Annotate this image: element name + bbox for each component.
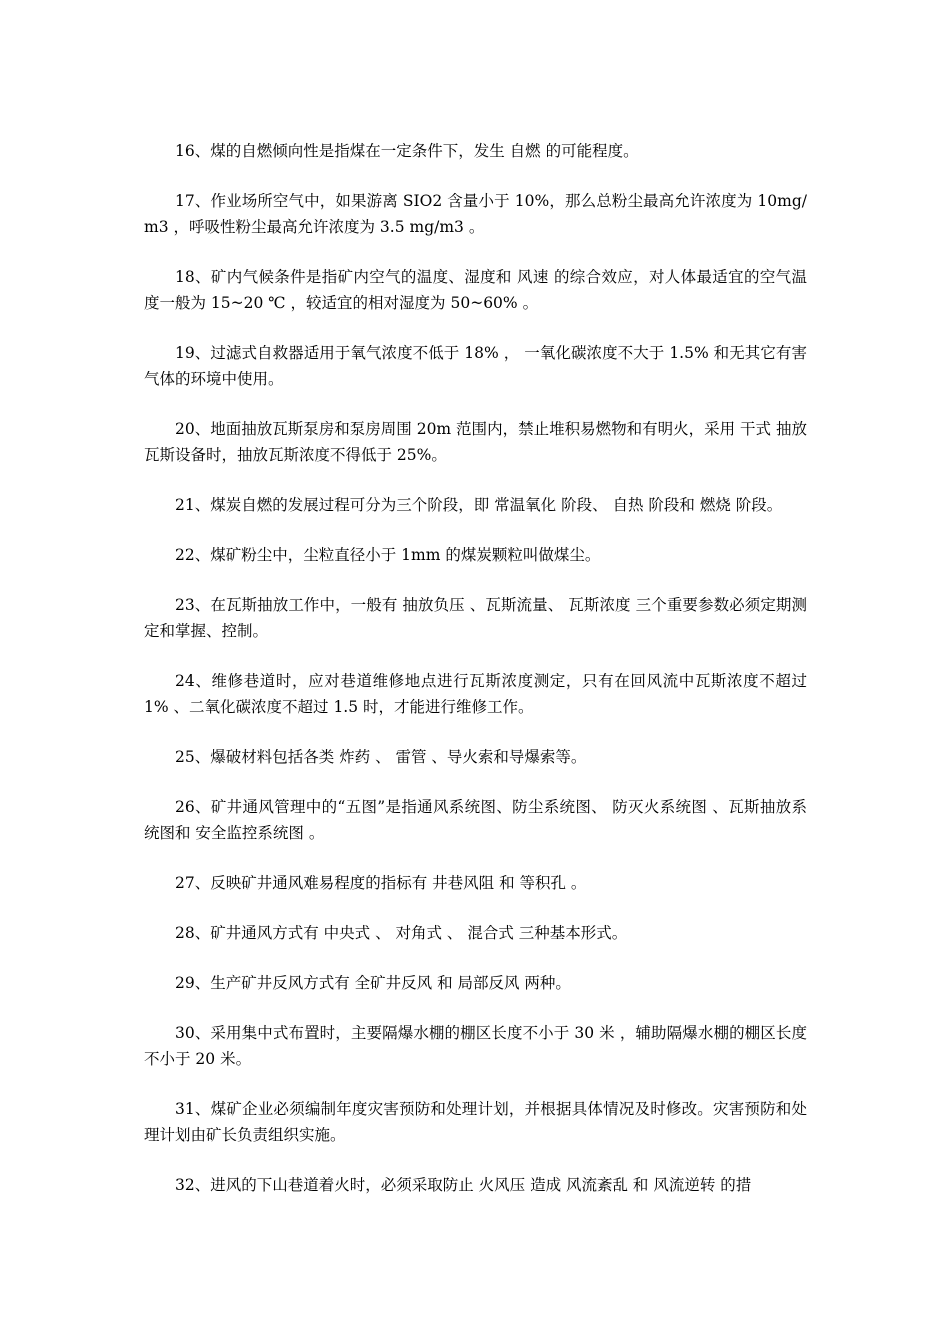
paragraph-32: 32、进风的下山巷道着火时，必须采取防止 火风压 造成 风流紊乱 和 风流逆转 的措 [175, 1176, 752, 1194]
paragraph-29: 29、生产矿井反风方式有 全矿井反风 和 局部反风 两种。 [175, 974, 571, 992]
paragraph-25: 25、爆破材料包括各类 炸药 、 雷管 、导火索和导爆索等。 [175, 748, 587, 766]
paragraph-23: 23、在瓦斯抽放工作中，一般有 抽放负压 、瓦斯流量、 瓦斯浓度 三个重要参数必须定期测定和掌握、控制。 [144, 596, 807, 640]
paragraph-21: 21、煤炭自燃的发展过程可分为三个阶段，即 常温氧化 阶段、 自热 阶段和 燃烧 阶段。 [175, 496, 783, 514]
paragraph-22: 22、煤矿粉尘中，尘粒直径小于 1mm 的煤炭颗粒叫做煤尘。 [175, 546, 601, 564]
paragraph-17: 17、作业场所空气中，如果游离 SIO2 含量小于 10%，那么总粉尘最高允许浓度为 10mg/m3 ，呼吸性粉尘最高允许浓度为 3.5 mg/m3 。 [144, 192, 807, 236]
paragraph-16: 16、煤的自燃倾向性是指煤在一定条件下，发生 自燃 的可能程度。 [175, 142, 639, 160]
paragraph-28: 28、矿井通风方式有 中央式 、 对角式 、 混合式 三种基本形式。 [175, 924, 628, 942]
paragraph-30: 30、采用集中式布置时，主要隔爆水棚的棚区长度不小于 30 米 ，辅助隔爆水棚的棚区长度不小于 20 米。 [144, 1024, 807, 1068]
document-body [144, 138, 807, 1222]
paragraph-20: 20、地面抽放瓦斯泵房和泵房周围 20m 范围内，禁止堆积易燃物和有明火，采用 干式 抽放瓦斯设备时，抽放瓦斯浓度不得低于 25%。 [144, 420, 807, 464]
paragraph-18: 18、矿内气候条件是指矿内空气的温度、湿度和 风速 的综合效应，对人体最适宜的空气温度一般为 15~20 ℃ ，较适宜的相对湿度为 50~60% 。 [144, 268, 807, 312]
paragraph-27: 27、反映矿井通风难易程度的指标有 井巷风阻 和 等积孔 。 [175, 874, 587, 892]
paragraph-31: 31、煤矿企业必须编制年度灾害预防和处理计划，并根据具体情况及时修改。灾害预防和处理计划由矿长负责组织实施。 [144, 1100, 807, 1144]
paragraph-19: 19、过滤式自救器适用于氧气浓度不低于 18% ， 一氧化碳浓度不大于 1.5% 和无其它有害气体的环境中使用。 [144, 344, 807, 388]
paragraph-26: 26、矿井通风管理中的“五图”是指通风系统图、防尘系统图、 防灭火系统图 、瓦斯抽放系统图和 安全监控系统图 。 [144, 798, 807, 842]
paragraph-24: 24、维修巷道时，应对巷道维修地点进行瓦斯浓度测定，只有在回风流中瓦斯浓度不超过 1% 、二氧化碳浓度不超过 1.5 时，才能进行维修工作。 [144, 672, 807, 716]
